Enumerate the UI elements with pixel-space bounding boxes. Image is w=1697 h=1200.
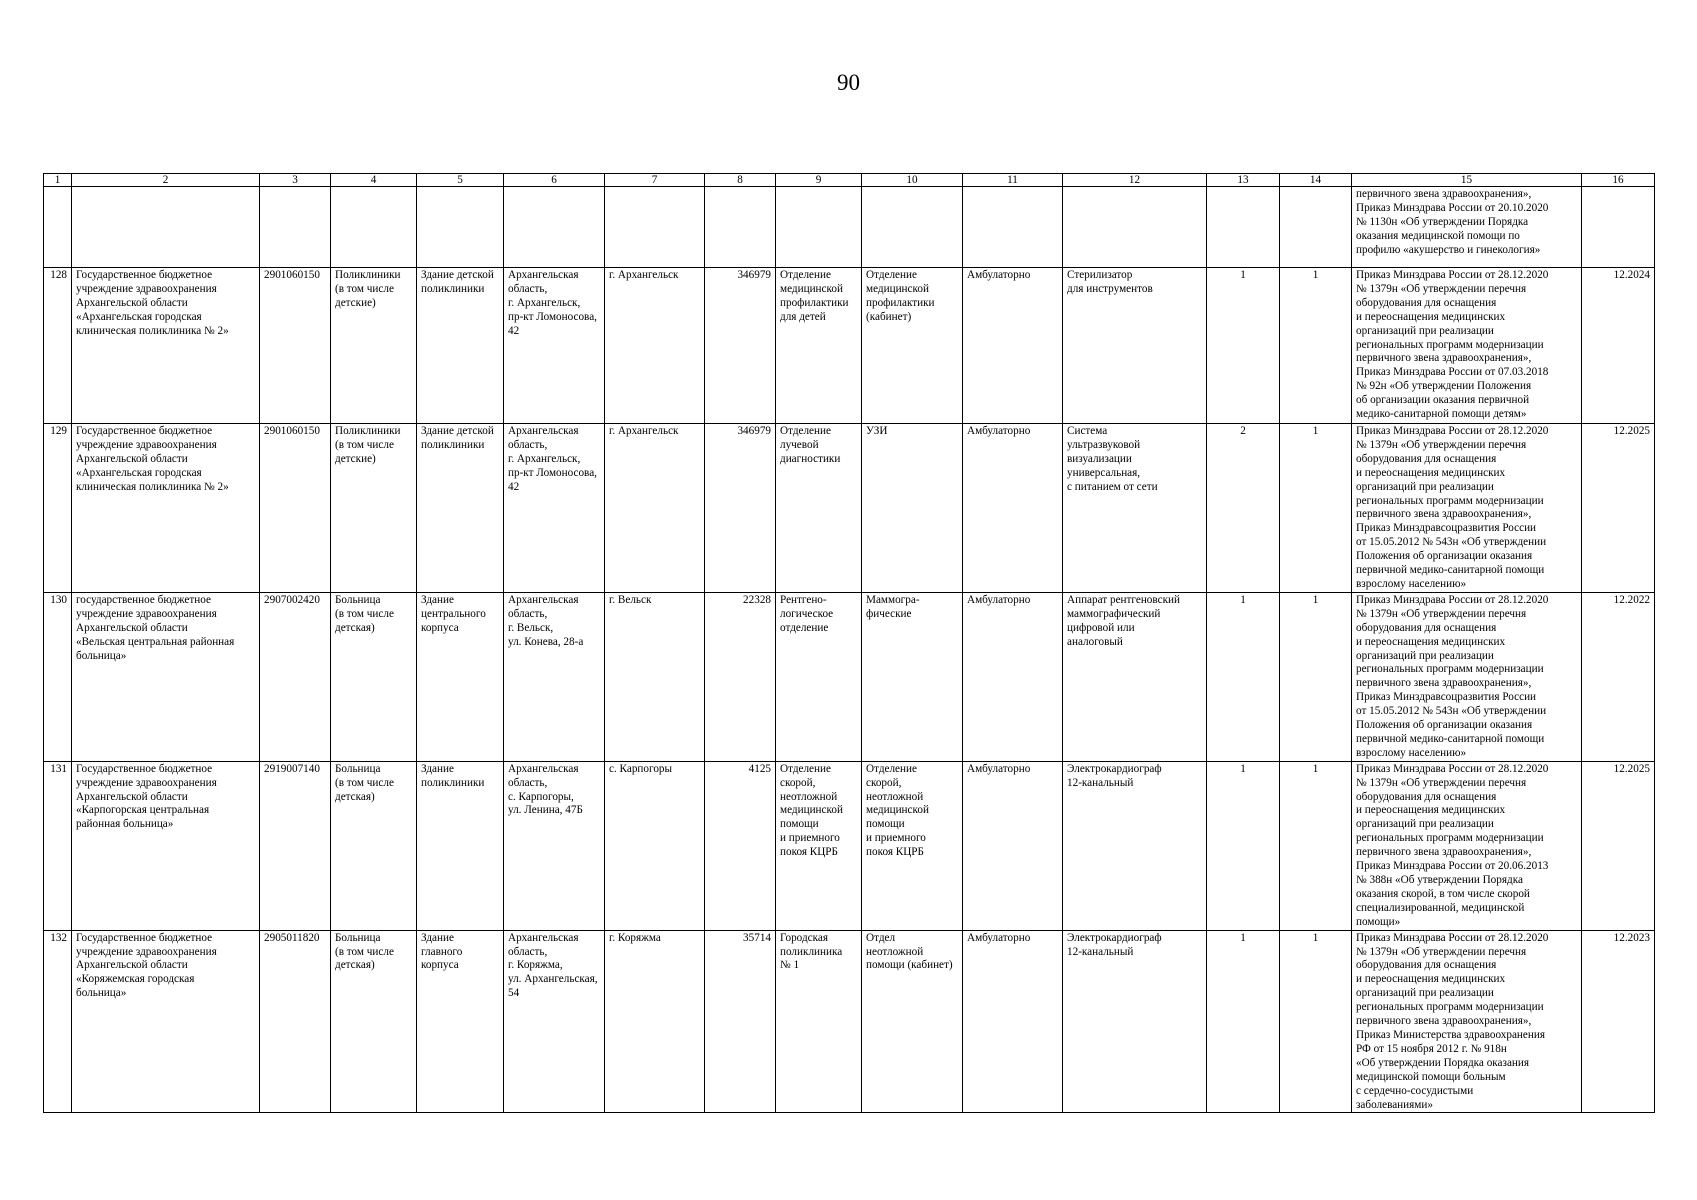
column-header: 3 <box>260 174 331 187</box>
cell-care-form: Амбулаторно <box>963 268 1063 424</box>
cell-care-form <box>963 187 1063 268</box>
cell-date: 12.2025 <box>1582 761 1655 930</box>
cell-unit: Отдел неотложной помощи (кабинет) <box>862 930 963 1113</box>
cell-population: 346979 <box>705 268 776 424</box>
cell-count-a: 1 <box>1207 930 1280 1113</box>
cell-date: 12.2022 <box>1582 592 1655 761</box>
column-header: 7 <box>605 174 705 187</box>
cell-unit: Маммогра- фические <box>862 592 963 761</box>
cell-count-a <box>1207 187 1280 268</box>
cell-code: 2905011820 <box>260 930 331 1113</box>
cell-count-b: 1 <box>1280 268 1352 424</box>
cell-locality: с. Карпогоры <box>605 761 705 930</box>
cell-facility-type: Больница (в том числе детская) <box>331 592 417 761</box>
cell-locality: г. Коряжма <box>605 930 705 1113</box>
cell-date: 12.2025 <box>1582 424 1655 593</box>
table-row <box>44 592 1655 761</box>
cell-equipment: Система ультразвуковой визуализации универсальная, с питанием от сети <box>1063 424 1207 593</box>
table-row <box>44 268 1655 424</box>
cell-facility-type: Больница (в том числе детская) <box>331 930 417 1113</box>
cell-department: Городская поликлиника № 1 <box>776 930 862 1113</box>
column-header: 1 <box>44 174 72 187</box>
cell-address: Архангельская область, г. Коряжма, ул. Архангельская, 54 <box>504 930 605 1113</box>
cell-organization: Государственное бюджетное учреждение здравоохранения Архангельской области «Коряжемская городская больница» <box>72 930 260 1113</box>
cell-department <box>776 187 862 268</box>
cell-code: 2907002420 <box>260 592 331 761</box>
table-row-continuation <box>44 187 1655 268</box>
column-header: 10 <box>862 174 963 187</box>
table-row <box>44 761 1655 930</box>
cell-row-number: 131 <box>44 761 72 930</box>
cell-count-b: 1 <box>1280 592 1352 761</box>
cell-building: Здание главного корпуса <box>417 930 504 1113</box>
cell-date <box>1582 187 1655 268</box>
cell-row-number: 129 <box>44 424 72 593</box>
table-row <box>44 424 1655 593</box>
cell-locality: г. Вельск <box>605 592 705 761</box>
column-header: 15 <box>1352 174 1582 187</box>
cell-equipment: Электрокардиограф 12-канальный <box>1063 930 1207 1113</box>
cell-row-number: 130 <box>44 592 72 761</box>
cell-count-b: 1 <box>1280 761 1352 930</box>
cell-row-number: 128 <box>44 268 72 424</box>
cell-organization: Государственное бюджетное учреждение здравоохранения Архангельской области «Архангельская городская клиническая поликлиника № 2» <box>72 268 260 424</box>
cell-equipment: Аппарат рентгеновский маммографический цифровой или аналоговый <box>1063 592 1207 761</box>
header-row <box>44 174 1655 187</box>
cell-code: 2919007140 <box>260 761 331 930</box>
cell-count-a: 2 <box>1207 424 1280 593</box>
cell-count-a: 1 <box>1207 761 1280 930</box>
cell-organization <box>72 187 260 268</box>
cell-department: Отделение лучевой диагностики <box>776 424 862 593</box>
cell-locality <box>605 187 705 268</box>
cell-legal-basis: Приказ Минздрава России от 28.12.2020 № 1379н «Об утверждении перечня оборудования для оснащения и переоснащения медицинских организаций при реализации региональных программ модернизации первичного звена здравоохранения», Приказ Министерства здравоохранения РФ от 15 ноября 2012 г. № 918н «Об утверждении Порядка оказания медицинской помощи больным с сердечно-сосудистыми заболеваниями» <box>1352 930 1582 1113</box>
column-header: 4 <box>331 174 417 187</box>
cell-equipment: Электрокардиограф 12-канальный <box>1063 761 1207 930</box>
column-header: 2 <box>72 174 260 187</box>
cell-legal-basis: Приказ Минздрава России от 28.12.2020 № 1379н «Об утверждении перечня оборудования для оснащения и переоснащения медицинских организаций при реализации региональных программ модернизации первичного звена здравоохранения», Приказ Минздрава России от 07.03.2018 № 92н «Об утверждении Положения об организации оказания первичной медико-санитарной помощи детям» <box>1352 268 1582 424</box>
column-header: 6 <box>504 174 605 187</box>
column-header: 12 <box>1063 174 1207 187</box>
cell-count-b: 1 <box>1280 424 1352 593</box>
column-header: 13 <box>1207 174 1280 187</box>
cell-building: Здание центрального корпуса <box>417 592 504 761</box>
cell-address: Архангельская область, г. Архангельск, пр-кт Ломоносова, 42 <box>504 424 605 593</box>
cell-facility-type: Поликлиники (в том числе детские) <box>331 424 417 593</box>
cell-count-b: 1 <box>1280 930 1352 1113</box>
cell-care-form: Амбулаторно <box>963 930 1063 1113</box>
cell-count-a: 1 <box>1207 592 1280 761</box>
cell-department: Отделение скорой, неотложной медицинской помощи и приемного покоя КЦРБ <box>776 761 862 930</box>
cell-date: 12.2023 <box>1582 930 1655 1113</box>
cell-address <box>504 187 605 268</box>
cell-department: Отделение медицинской профилактики для детей <box>776 268 862 424</box>
cell-locality: г. Архангельск <box>605 424 705 593</box>
cell-facility-type: Больница (в том числе детская) <box>331 761 417 930</box>
cell-code: 2901060150 <box>260 424 331 593</box>
cell-address: Архангельская область, г. Архангельск, пр-кт Ломоносова, 42 <box>504 268 605 424</box>
cell-building <box>417 187 504 268</box>
cell-facility-type: Поликлиники (в том числе детские) <box>331 268 417 424</box>
page-number: 90 <box>837 70 860 95</box>
column-header: 16 <box>1582 174 1655 187</box>
cell-count-b <box>1280 187 1352 268</box>
cell-population: 346979 <box>705 424 776 593</box>
cell-equipment <box>1063 187 1207 268</box>
column-header: 11 <box>963 174 1063 187</box>
cell-facility-type <box>331 187 417 268</box>
cell-row-number <box>44 187 72 268</box>
cell-row-number: 132 <box>44 930 72 1113</box>
cell-building: Здание детской поликлиники <box>417 424 504 593</box>
cell-code: 2901060150 <box>260 268 331 424</box>
cell-care-form: Амбулаторно <box>963 761 1063 930</box>
column-header: 8 <box>705 174 776 187</box>
cell-population <box>705 187 776 268</box>
cell-address: Архангельская область, с. Карпогоры, ул. Ленина, 47Б <box>504 761 605 930</box>
cell-legal-basis: Приказ Минздрава России от 28.12.2020 № 1379н «Об утверждении перечня оборудования для оснащения и переоснащения медицинских организаций при реализации региональных программ модернизации первичного звена здравоохранения», Приказ Минздравсоцразвития России от 15.05.2012 № 543н «Об утверждении Положения об организации оказания первичной медико-санитарной помощи взрослому населению» <box>1352 424 1582 593</box>
cell-legal-basis: Приказ Минздрава России от 28.12.2020 № 1379н «Об утверждении перечня оборудования для оснащения и переоснащения медицинских организаций при реализации региональных программ модернизации первичного звена здравоохранения», Приказ Минздрава России от 20.06.2013 № 388н «Об утверждении Порядка оказания скорой, в том числе скорой специализированной, медицинской помощи» <box>1352 761 1582 930</box>
cell-population: 4125 <box>705 761 776 930</box>
cell-population: 22328 <box>705 592 776 761</box>
cell-department: Рентгено- логическое отделение <box>776 592 862 761</box>
column-header: 5 <box>417 174 504 187</box>
cell-building: Здание поликлиники <box>417 761 504 930</box>
cell-organization: государственное бюджетное учреждение здравоохранения Архангельской области «Вельская центральная районная больница» <box>72 592 260 761</box>
equipment-table <box>43 173 1655 1113</box>
column-header: 9 <box>776 174 862 187</box>
cell-unit: УЗИ <box>862 424 963 593</box>
cell-legal-basis: Приказ Минздрава России от 28.12.2020 № 1379н «Об утверждении перечня оборудования для оснащения и переоснащения медицинских организаций при реализации региональных программ модернизации первичного звена здравоохранения», Приказ Минздравсоцразвития России от 15.05.2012 № 543н «Об утверждении Положения об организации оказания первичной медико-санитарной помощи взрослому населению» <box>1352 592 1582 761</box>
cell-care-form: Амбулаторно <box>963 424 1063 593</box>
cell-count-a: 1 <box>1207 268 1280 424</box>
cell-unit <box>862 187 963 268</box>
cell-code <box>260 187 331 268</box>
cell-organization: Государственное бюджетное учреждение здравоохранения Архангельской области «Архангельская городская клиническая поликлиника № 2» <box>72 424 260 593</box>
cell-organization: Государственное бюджетное учреждение здравоохранения Архангельской области «Карпогорская центральная районная больница» <box>72 761 260 930</box>
cell-locality: г. Архангельск <box>605 268 705 424</box>
cell-address: Архангельская область, г. Вельск, ул. Конева, 28-а <box>504 592 605 761</box>
table-row <box>44 930 1655 1113</box>
cell-equipment: Стерилизатор для инструментов <box>1063 268 1207 424</box>
cell-unit: Отделение медицинской профилактики (кабинет) <box>862 268 963 424</box>
cell-unit: Отделение скорой, неотложной медицинской помощи и приемного покоя КЦРБ <box>862 761 963 930</box>
cell-care-form: Амбулаторно <box>963 592 1063 761</box>
cell-building: Здание детской поликлиники <box>417 268 504 424</box>
cell-legal-basis: первичного звена здравоохранения», Приказ Минздрава России от 20.10.2020 № 1130н «Об утверждении Порядка оказания медицинской помощи по профилю «акушерство и гинекология» <box>1352 187 1582 268</box>
column-header: 14 <box>1280 174 1352 187</box>
cell-population: 35714 <box>705 930 776 1113</box>
cell-date: 12.2024 <box>1582 268 1655 424</box>
